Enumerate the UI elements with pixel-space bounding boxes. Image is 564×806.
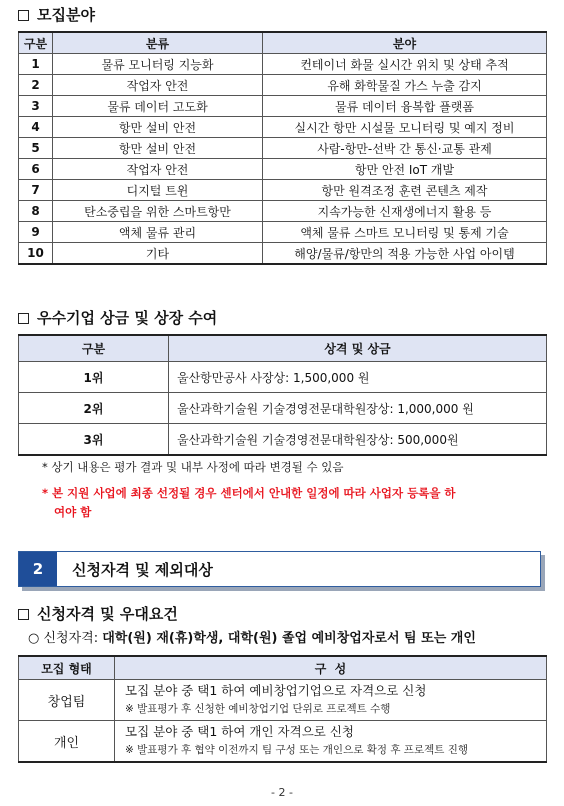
composition-main: 모집 분야 중 택1 하여 예비창업기업으로 자격으로 신청 — [125, 683, 427, 698]
row-rank: 1위 — [19, 362, 169, 393]
section-number: 2 — [19, 552, 57, 586]
row-category: 작업자 안전 — [53, 159, 263, 180]
row-category: 기타 — [53, 243, 263, 265]
eligibility-table — [18, 655, 547, 763]
row-number: 9 — [19, 222, 53, 243]
row-number: 7 — [19, 180, 53, 201]
awards-note: * 상기 내용은 평가 결과 및 내부 사정에 따라 변경될 수 있음 — [42, 460, 344, 474]
row-field: 물류 데이터 융복합 플랫폼 — [263, 96, 547, 117]
table-row — [19, 362, 547, 393]
section-2-banner — [18, 551, 541, 587]
checkbox-square-icon — [18, 313, 29, 324]
table-row — [19, 222, 547, 243]
row-category: 액체 물류 관리 — [53, 222, 263, 243]
awards-title-text: 우수기업 상금 및 상장 수여 — [37, 309, 218, 327]
eligibility-bullet — [28, 627, 476, 646]
awards-warning-line1: * 본 지원 사업에 최종 선정될 경우 센터에서 안내한 일정에 따라 사업자 등록을 하 — [42, 486, 456, 500]
checkbox-square-icon — [18, 10, 29, 21]
composition-main: 모집 분야 중 택1 하여 개인 자격으로 신청 — [125, 724, 354, 739]
row-category: 탄소중립을 위한 스마트항만 — [53, 201, 263, 222]
table-row — [19, 138, 547, 159]
row-category: 물류 데이터 고도화 — [53, 96, 263, 117]
table-row — [19, 721, 547, 763]
row-prize: 울산과학기술원 기술경영전문대학원장상: 1,000,000 원 — [169, 393, 547, 424]
bullet-text: 대학(원) 재(휴)학생, 대학(원) 졸업 예비창업자로서 팀 또는 개인 — [102, 631, 476, 646]
awards-table — [18, 334, 547, 456]
row-number: 3 — [19, 96, 53, 117]
section-2-title: 신청자격 및 제외대상 — [72, 560, 213, 579]
row-composition — [115, 680, 547, 721]
row-number: 6 — [19, 159, 53, 180]
table-header-row — [19, 656, 547, 680]
row-prize: 울산과학기술원 기술경영전문대학원장상: 500,000원 — [169, 424, 547, 456]
table-header-row — [19, 335, 547, 362]
header-type: 모집 형태 — [19, 656, 115, 680]
table-row — [19, 96, 547, 117]
header-prize: 상격 및 상금 — [169, 335, 547, 362]
header-category: 분류 — [53, 32, 263, 54]
header-no: 구분 — [19, 32, 53, 54]
composition-note: ※ 발표평가 후 신청한 예비창업기업 단위로 프로젝트 수행 — [125, 703, 391, 715]
row-number: 1 — [19, 54, 53, 75]
table-row — [19, 680, 547, 721]
table-row — [19, 159, 547, 180]
table-row — [19, 75, 547, 96]
row-category: 물류 모니터링 지능화 — [53, 54, 263, 75]
table-row — [19, 393, 547, 424]
row-field: 해양/물류/항만의 적용 가능한 사업 아이템 — [263, 243, 547, 265]
row-rank: 3위 — [19, 424, 169, 456]
row-field: 유해 화학물질 가스 누출 감지 — [263, 75, 547, 96]
row-type: 창업팀 — [19, 680, 115, 721]
row-field: 실시간 항만 시설물 모니터링 및 예지 정비 — [263, 117, 547, 138]
row-number: 2 — [19, 75, 53, 96]
row-type: 개인 — [19, 721, 115, 763]
table-row — [19, 243, 547, 265]
awards-warning-line2: 여야 함 — [54, 505, 92, 519]
table-row — [19, 180, 547, 201]
header-composition: 구 성 — [115, 656, 547, 680]
row-rank: 2위 — [19, 393, 169, 424]
table-row — [19, 117, 547, 138]
row-category: 디지털 트윈 — [53, 180, 263, 201]
table-header-row — [19, 32, 547, 54]
row-field: 항만 원격조정 훈련 콘텐츠 제작 — [263, 180, 547, 201]
recruit-title-text: 모집분야 — [37, 6, 95, 24]
row-field: 컨테이너 화물 실시간 위치 및 상태 추적 — [263, 54, 547, 75]
row-number: 10 — [19, 243, 53, 265]
composition-note: ※ 발표평가 후 협약 이전까지 팀 구성 또는 개인으로 확정 후 프로젝트 진행 — [125, 744, 468, 756]
row-number: 4 — [19, 117, 53, 138]
page-number: - 2 - — [271, 786, 293, 799]
table-row — [19, 54, 547, 75]
checkbox-square-icon — [18, 609, 29, 620]
row-prize: 울산항만공사 사장상: 1,500,000 원 — [169, 362, 547, 393]
row-field: 지속가능한 신재생에너지 활용 등 — [263, 201, 547, 222]
row-field: 액체 물류 스마트 모니터링 및 통제 기술 — [263, 222, 547, 243]
eligibility-section-title — [18, 603, 178, 624]
row-number: 5 — [19, 138, 53, 159]
row-field: 항만 안전 IoT 개발 — [263, 159, 547, 180]
awards-section-title — [18, 307, 217, 328]
row-number: 8 — [19, 201, 53, 222]
row-category: 항만 설비 안전 — [53, 138, 263, 159]
table-row — [19, 424, 547, 456]
eligibility-title-text: 신청자격 및 우대요건 — [37, 605, 178, 623]
bullet-label: ○ 신청자격: — [28, 631, 99, 646]
row-category: 작업자 안전 — [53, 75, 263, 96]
recruit-fields-table — [18, 31, 547, 265]
row-category: 항만 설비 안전 — [53, 117, 263, 138]
row-composition — [115, 721, 547, 763]
recruit-section-title — [18, 4, 95, 25]
header-field: 분야 — [263, 32, 547, 54]
row-field: 사람-항만-선박 간 통신·교통 관제 — [263, 138, 547, 159]
table-row — [19, 201, 547, 222]
header-rank: 구분 — [19, 335, 169, 362]
